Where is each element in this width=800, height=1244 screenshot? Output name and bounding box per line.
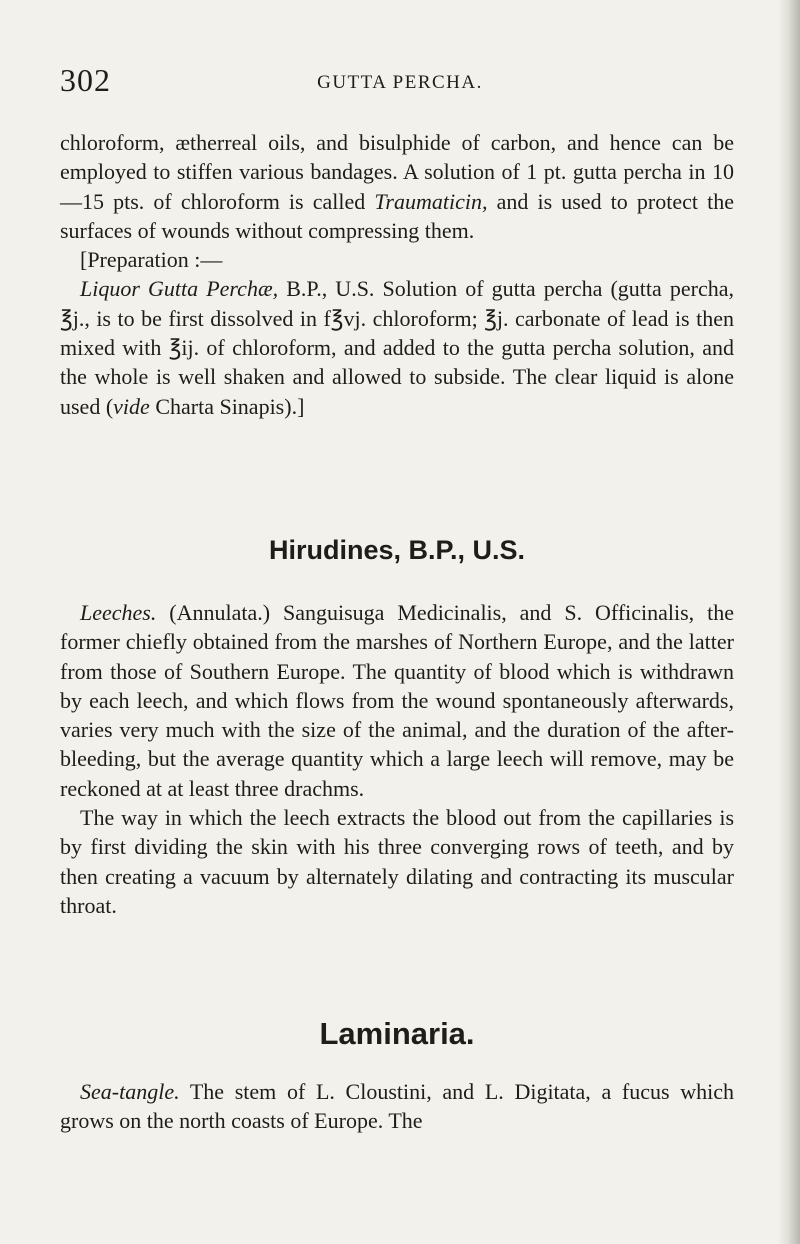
traumaticin-term: Traumaticin, [374, 188, 488, 214]
page-number: 302 [60, 62, 111, 98]
preparation-end: Charta Sinapis).] [149, 393, 305, 419]
preparation-term: Liquor Gutta Perchæ, [80, 276, 279, 302]
running-head: GUTTA PERCHA. [317, 72, 483, 93]
sea-tangle-term: Sea-tangle. [80, 1079, 180, 1104]
intro-text: chloroform, ætherreal oils, and bisulphide of carbon, and hence can be employed to stiffen various bandages. A solution of 1 pt. gutta percha in 10—15 pts. of chloroform is called [60, 130, 734, 214]
preparation-paragraph [60, 274, 734, 420]
laminaria-heading: Laminaria. [319, 1016, 475, 1051]
leeches-term: Leeches. [80, 600, 157, 625]
hirudines-heading: Hirudines, B.P., U.S. [268, 535, 526, 565]
hirudines-heading-wrap [60, 535, 734, 566]
page-edge-shadow [778, 0, 800, 1244]
hirudines-paragraph-1 [60, 598, 734, 803]
hirudines-paragraph-2: The way in which the leech extracts the blood out from the capillaries is by first dividing the skin with his three converging rows of teeth, and by then creating a vacuum by alternately dilating and contracting its muscular throat. [60, 805, 734, 918]
laminaria-paragraph [60, 1077, 734, 1136]
preparation-text: B.P., U.S. Solution of gutta percha (gutta percha, ℥j., is to be first dissolved in f℥vj. chloroform; ℥j. carbonate of lead is then mixed with ℥ij. of chloroform, and added to the gutta percha solution, and the whole is well shaken and allowed to subside. The clear liquid is alone used ( [60, 276, 734, 419]
hirudines-text-1: (Annulata.) Sanguisuga Medicinalis, and S. Officinalis, the former chiefly obtained from the marshes of Northern Europe, and the latter from those of Southern Europe. The quantity of blood which is withdrawn by each leech, and which flows from the wound spontaneously afterwards, varies very much with the size of the animal, and the duration of the after-bleeding, but the average quantity which a large leech will remove, may be reckoned at at least three drachms. [60, 600, 734, 801]
hirudines-section [60, 598, 734, 920]
laminaria-text: The stem of L. Cloustini, and L. Digitata, a fucus which grows on the north coasts of Europe. The [60, 1079, 734, 1134]
page-header [60, 62, 740, 102]
intro-paragraph [60, 128, 734, 245]
vide-term: vide [113, 393, 150, 419]
laminaria-section [60, 1077, 734, 1136]
laminaria-heading-wrap [60, 1016, 734, 1052]
preparation-label: [Preparation :— [80, 247, 223, 273]
intro-section [60, 128, 734, 421]
intro-text-rest: and is used to protect the surfaces of wounds without compressing them. [60, 188, 734, 243]
